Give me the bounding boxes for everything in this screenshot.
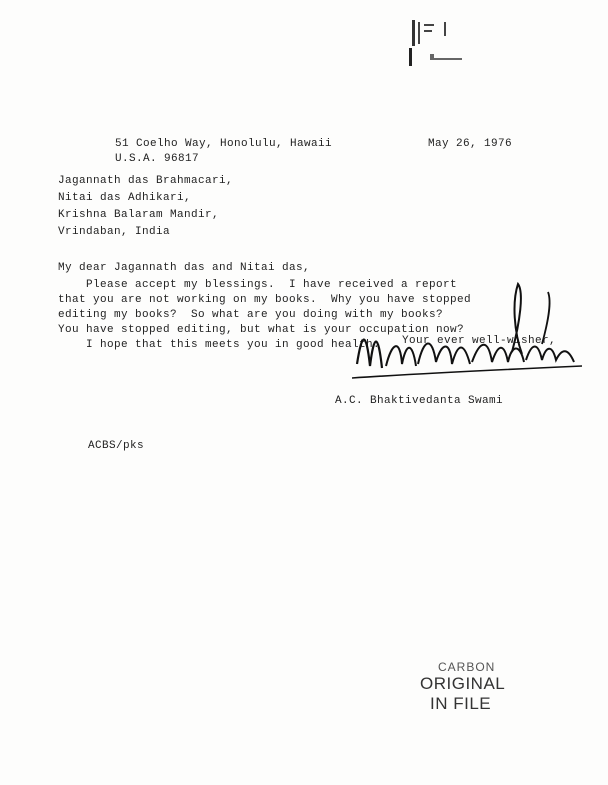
body-line-4: You have stopped editing, but what is your occupation now?: [58, 324, 465, 336]
handwritten-signature: [352, 282, 582, 392]
signature-name: A.C. Bhaktivedanta Swami: [335, 395, 504, 407]
recipient-line-2: Nitai das Adhikari,: [58, 192, 192, 204]
address-line-1: 51 Coelho Way, Honolulu, Hawaii: [115, 138, 333, 150]
address-line-2: U.S.A. 96817: [115, 153, 200, 165]
file-mark: [404, 16, 484, 68]
recipient-line-3: Krishna Balaram Mandir,: [58, 209, 220, 221]
stamp-line-1: CARBON: [438, 660, 496, 674]
stamp-line-3: IN FILE: [430, 694, 492, 713]
original-in-file-stamp: [420, 660, 505, 714]
recipient-line-4: Vrindaban, India: [58, 226, 171, 238]
body-line-1: Please accept my blessings. I have received a report: [58, 279, 458, 291]
reference-initials: ACBS/pks: [88, 440, 145, 452]
body-line-3: editing my books? So what are you doing with my books?: [58, 309, 444, 321]
salutation: My dear Jagannath das and Nitai das,: [58, 262, 311, 274]
closing: Your ever well-wisher,: [402, 335, 557, 347]
body-line-2: that you are not working on my books. Why you have stopped: [58, 294, 472, 306]
letter-date: May 26, 1976: [428, 138, 513, 150]
body-line-5: I hope that this meets you in good health.: [58, 339, 381, 351]
stamp-line-2: ORIGINAL: [420, 674, 506, 693]
recipient-line-1: Jagannath das Brahmacari,: [58, 175, 234, 187]
